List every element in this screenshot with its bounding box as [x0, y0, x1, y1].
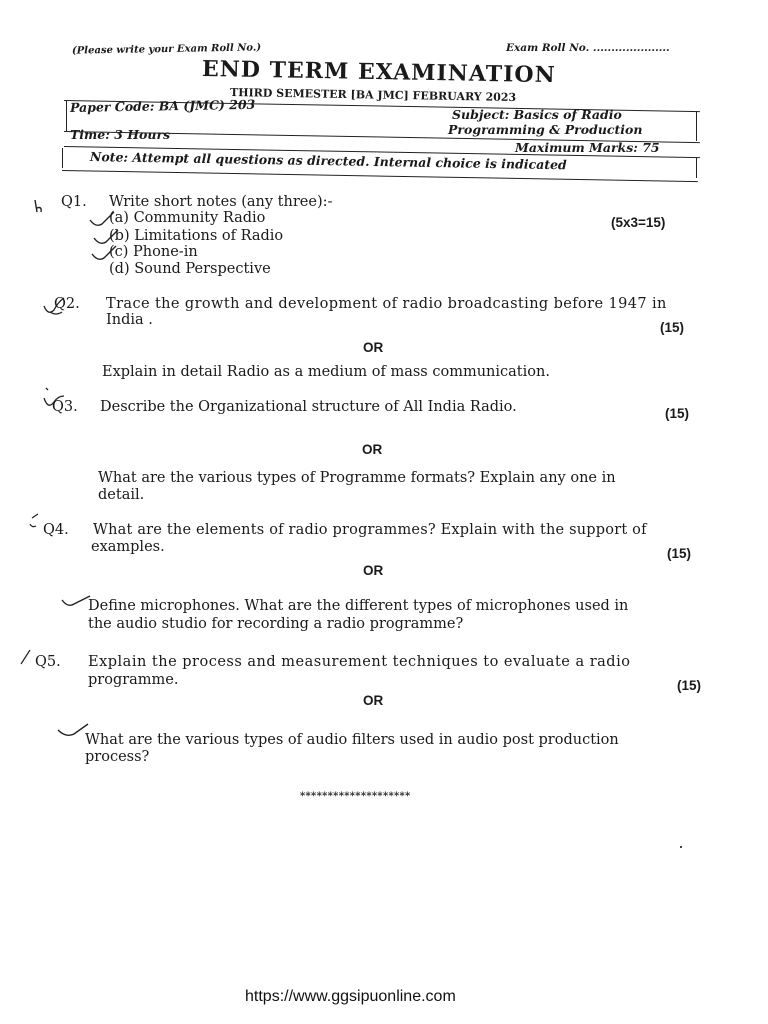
q2-alternative: Explain in detail Radio as a medium of mass communication.: [102, 364, 550, 380]
exam-roll-no-label: Exam Roll No. .....................: [506, 42, 670, 54]
q4-text-line2: examples.: [91, 539, 165, 555]
subject-line2: Programming & Production: [448, 122, 643, 137]
semester-line: THIRD SEMESTER [BA JMC] FEBRUARY 2023: [229, 86, 517, 104]
subject-line1: Subject: Basics of Radio: [452, 107, 622, 122]
speck: [680, 846, 682, 848]
q4-number: Q4.: [43, 522, 69, 538]
time-allowed: Time: 3 Hours: [70, 127, 171, 142]
q1-item-b: (b) Limitations of Radio: [109, 228, 284, 244]
q2-marks: (15): [660, 320, 685, 335]
q1-item-c: (c) Phone-in: [109, 244, 198, 260]
q2-text-line2: India .: [106, 312, 153, 328]
note-box-left: [62, 148, 63, 168]
source-url: https://www.ggsipuonline.com: [245, 988, 456, 1005]
q1-text: Write short notes (any three):-: [109, 194, 333, 210]
q4-text-line1: What are the elements of radio programmes? Explain with the support of: [93, 522, 647, 538]
q3-number: Q3.: [52, 399, 78, 415]
note-box-right: [696, 158, 697, 178]
q5-alternative-line1: What are the various types of audio filters used in audio post production: [85, 732, 619, 748]
q1-number: Q1.: [61, 194, 87, 210]
q4-or: OR: [363, 563, 384, 578]
q2-text-line1: Trace the growth and development of radio broadcasting before 1947 in: [106, 296, 667, 312]
q5-text-line2: programme.: [88, 672, 179, 688]
q3-text: Describe the Organizational structure of All India Radio.: [100, 399, 517, 415]
instructions-note: Note: Attempt all questions as directed. Internal choice is indicated: [89, 149, 567, 173]
q4-alternative-line1: Define microphones. What are the different types of microphones used in: [88, 598, 629, 614]
q2-number: Q2.: [54, 296, 80, 312]
roll-no-note: (Please write your Exam Roll No.): [71, 42, 262, 57]
q3-marks: (15): [665, 406, 690, 421]
margin-mark-icon: [32, 198, 46, 216]
q1-item-d: (d) Sound Perspective: [109, 261, 271, 277]
q5-number: Q5.: [35, 654, 61, 670]
margin-mark-icon: [28, 512, 42, 530]
q5-marks: (15): [677, 678, 702, 693]
q5-alternative-line2: process?: [85, 749, 150, 765]
q4-marks: (15): [667, 546, 692, 561]
paper-code: Paper Code: BA (JMC) 203: [69, 96, 256, 115]
q3-alternative-line2: detail.: [98, 487, 145, 503]
exam-title: END TERM EXAMINATION: [201, 56, 556, 89]
q3-or: OR: [362, 442, 383, 457]
q1-marks: (5x3=15): [611, 215, 666, 230]
q5-text-line1: Explain the process and measurement techniques to evaluate a radio: [88, 654, 631, 670]
header-box-left: [66, 101, 67, 131]
q5-or: OR: [363, 693, 384, 708]
header-box-right: [696, 111, 697, 141]
note-box-bottom: [62, 170, 698, 182]
q4-alternative-line2: the audio studio for recording a radio programme?: [88, 616, 464, 632]
q1-item-a: (a) Community Radio: [109, 210, 266, 226]
margin-mark-icon: [18, 648, 34, 668]
maximum-marks: Maximum Marks: 75: [515, 140, 660, 155]
end-of-paper-stars: ********************: [300, 791, 411, 802]
q3-alternative-line1: What are the various types of Programme formats? Explain any one in: [98, 470, 616, 486]
q2-or: OR: [363, 340, 384, 355]
